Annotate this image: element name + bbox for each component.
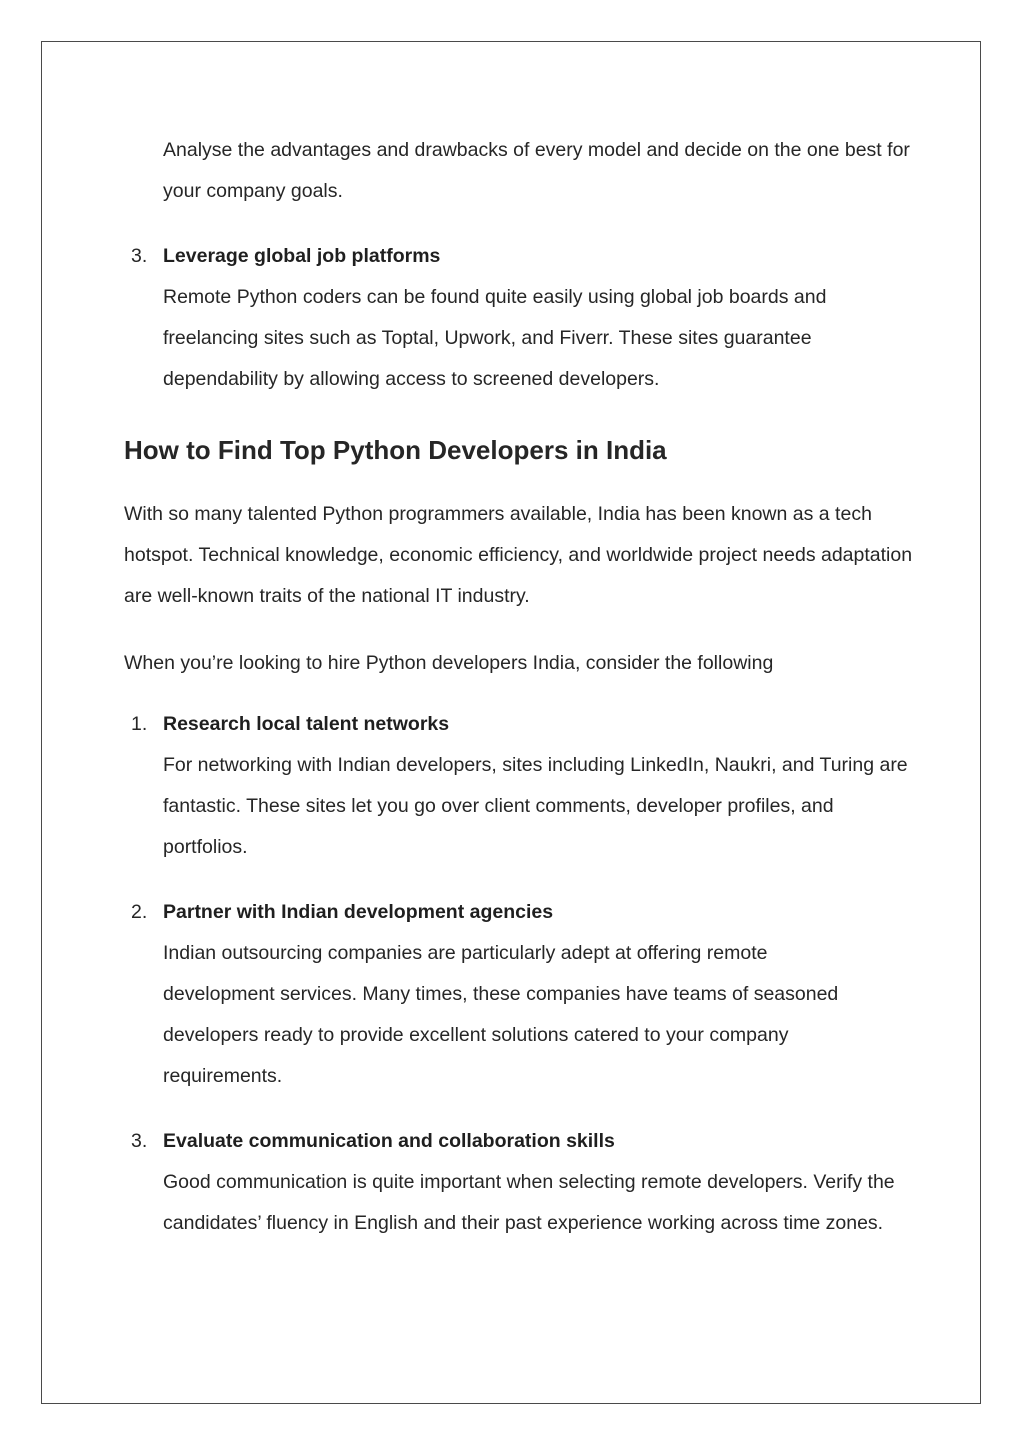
list-item-body: Remote Python coders can be found quite easily using global job boards and freelancing sites such as Toptal, Upwork, and Fiverr. These sites guarantee dependability by allowing access to screened developers.	[163, 286, 827, 390]
list-number: 3.	[131, 1130, 148, 1152]
section-heading: How to Find Top Python Developers in India	[124, 435, 667, 465]
list-item	[124, 892, 914, 1097]
list-item	[124, 704, 914, 868]
list-number: 3.	[131, 245, 148, 267]
intro-paragraph: With so many talented Python programmers available, India has been known as a tech hotspot. Technical knowledge, economic efficiency, and worldwide project needs adaptation are well-known traits of the national IT industry.	[124, 503, 913, 607]
list-item-title: Leverage global job platforms	[163, 245, 441, 267]
list-number: 1.	[131, 713, 148, 735]
list-item-body: Indian outsourcing companies are particularly adept at offering remote development services. Many times, these companies have teams of seasoned developers ready to provide excellent solutions catered to your company requirements.	[163, 942, 839, 1087]
list-item-body: Good communication is quite important when selecting remote developers. Verify the candidates’ fluency in English and their past experience working across time zones.	[163, 1171, 895, 1234]
continuation-paragraph: Analyse the advantages and drawbacks of every model and decide on the one best for your company goals.	[163, 139, 910, 202]
list-item-title: Partner with Indian development agencies	[163, 901, 554, 923]
list-item-body: For networking with Indian developers, sites including LinkedIn, Naukri, and Turing are fantastic. These sites let you go over client comments, developer profiles, and portfolios.	[163, 754, 908, 858]
list-item-title: Evaluate communication and collaboration skills	[163, 1130, 615, 1152]
lead-paragraph: When you’re looking to hire Python developers India, consider the following	[124, 652, 774, 674]
document-content	[124, 130, 914, 1244]
list-item-title: Research local talent networks	[163, 713, 450, 735]
list-number: 2.	[131, 901, 148, 923]
list-item	[124, 1121, 914, 1244]
list-item	[124, 236, 914, 400]
